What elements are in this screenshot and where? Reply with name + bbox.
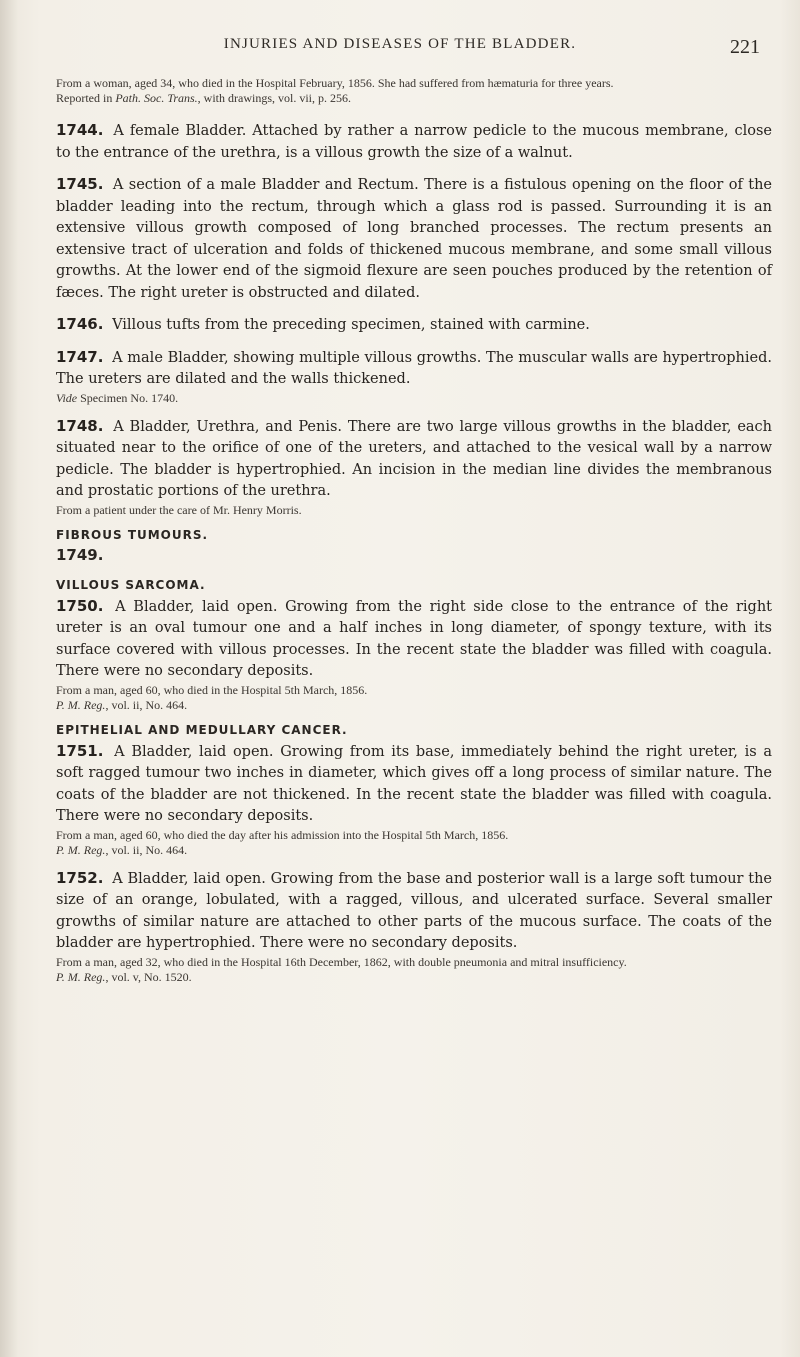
entry-number: 1748.	[56, 416, 104, 435]
entry-text: A Bladder, laid open. Growing from the base and posterior wall is a large soft tumour the size of an orange, lobulated, with a ragged, villous, and ulcerated surface. Several smaller growths of similar nature are attached to other parts of the mucous surface. The coats of the bladder are hypertrophied. There were no secondary deposits.	[56, 870, 773, 951]
intro-note: From a woman, aged 34, who died in the Hospital February, 1856. She had suffered from hæmaturia for three years.	[56, 76, 614, 90]
entry-number: 1751.	[56, 741, 104, 760]
entry-number: 1750.	[56, 596, 104, 615]
reference-rest: , vol. ii, No. 464.	[105, 697, 188, 712]
intro-reference	[56, 91, 772, 106]
reference-italic: P. M. Reg.	[56, 969, 106, 984]
entry-1749: 1749.	[56, 545, 104, 564]
entry-1752	[56, 868, 772, 955]
entry-1747	[56, 347, 772, 391]
section-heading-epithelial: EPITHELIAL AND MEDULLARY CANCER.	[56, 722, 348, 737]
entry-1751-reference	[56, 843, 772, 858]
section-heading-villous: VILLOUS SARCOMA.	[56, 577, 206, 592]
entry-text: A Bladder, laid open. Growing from the right side close to the entrance of the right ureter is an oval tumour one and a half inches in long diameter, of spongy texture, with its surface covered with villous processes. In the recent state the bladder was filled with coagula. There were no secondary deposits.	[56, 598, 773, 679]
entry-text: A female Bladder. Attached by rather a narrow pedicle to the mucous membrane, close to the entrance of the urethra, is a villous growth the size of a walnut.	[56, 123, 773, 161]
entry-number: 1752.	[56, 868, 104, 887]
entry-number: 1744.	[56, 121, 104, 139]
entry-1752-note: From a man, aged 32, who died in the Hospital 16th December, 1862, with double pneumonia and mitral insufficiency.	[56, 954, 627, 969]
entry-text: A section of a male Bladder and Rectum. There is a fistulous opening on the floor of the bladder leading into the rectum, through which a glass rod is passed. Surrounding it is an extensive villous growth composed of long branched processes. The rectum presents an extensive tract of ulceration and folds of thickened mucous membrane, and some small villous growths. At the lower end of the sigmoid flexure are seen pouches produced by the retention of fæces. The right ureter is obstructed and dilated.	[56, 177, 772, 301]
note-rest: Specimen No. 1740.	[77, 390, 179, 405]
entry-1750-note: From a man, aged 60, who died in the Hospital 5th March, 1856.	[56, 682, 368, 697]
reference-italic: P. M. Reg.	[56, 697, 106, 712]
entry-1750	[56, 596, 772, 683]
entry-number: 1746.	[56, 315, 104, 333]
reference-rest: , vol. v, No. 1520.	[105, 969, 192, 984]
entry-text: A Bladder, Urethra, and Penis. There are two large villous growths in the bladder, each situated near to the orifice of one of the ureters, and attached to the vesical wall by a narrow pedicle. The bladder is hypertrophied. An incision in the median line divides the membranous and prostatic portions of the urethra.	[56, 418, 772, 499]
entry-1748	[56, 416, 772, 503]
entry-1748-note: From a patient under the care of Mr. Henry Morris.	[56, 502, 302, 517]
section-heading-fibrous: FIBROUS TUMOURS.	[56, 527, 209, 542]
entry-number: 1745.	[56, 175, 104, 193]
entry-1750-reference	[56, 698, 772, 713]
entry-text: A Bladder, laid open. Growing from its base, immediately behind the right ureter, is a soft ragged tumour two inches in diameter, which gives off a long process of similar nature. The coats of the bladder are not thickened. In the recent state the bladder was filled with coagula. There were no secondary deposits.	[56, 743, 772, 824]
entry-1747-note	[56, 391, 772, 406]
gutter-shadow	[0, 0, 18, 1357]
note-italic: Vide	[56, 390, 78, 405]
running-head: INJURIES AND DISEASES OF THE BLADDER.	[223, 36, 577, 52]
reference-rest: , vol. ii, No. 464.	[105, 842, 188, 857]
page-body	[56, 76, 772, 985]
entry-1751-note: From a man, aged 60, who died the day after his admission into the Hospital 5th March, 1856.	[56, 827, 509, 842]
entry-1751	[56, 741, 772, 828]
entry-number: 1747.	[56, 347, 104, 366]
entry-1752-reference	[56, 970, 772, 985]
intro-ref-journal: Path. Soc. Trans.	[115, 91, 198, 105]
entry-1745	[56, 174, 772, 304]
page-header	[0, 36, 800, 58]
entry-1744	[56, 120, 772, 164]
reference-italic: P. M. Reg.	[56, 842, 106, 857]
intro-ref-suffix: , with drawings, vol. vii, p. 256.	[197, 91, 351, 105]
page-number: 221	[730, 36, 760, 58]
intro-ref-prefix: Reported in	[56, 91, 116, 105]
entry-1746	[56, 314, 772, 337]
entry-text: A male Bladder, showing multiple villous growths. The muscular walls are hypertrophied. The ureters are dilated and the walls thickened.	[56, 349, 773, 387]
entry-text: Villous tufts from the preceding specimen, stained with carmine.	[112, 317, 590, 333]
